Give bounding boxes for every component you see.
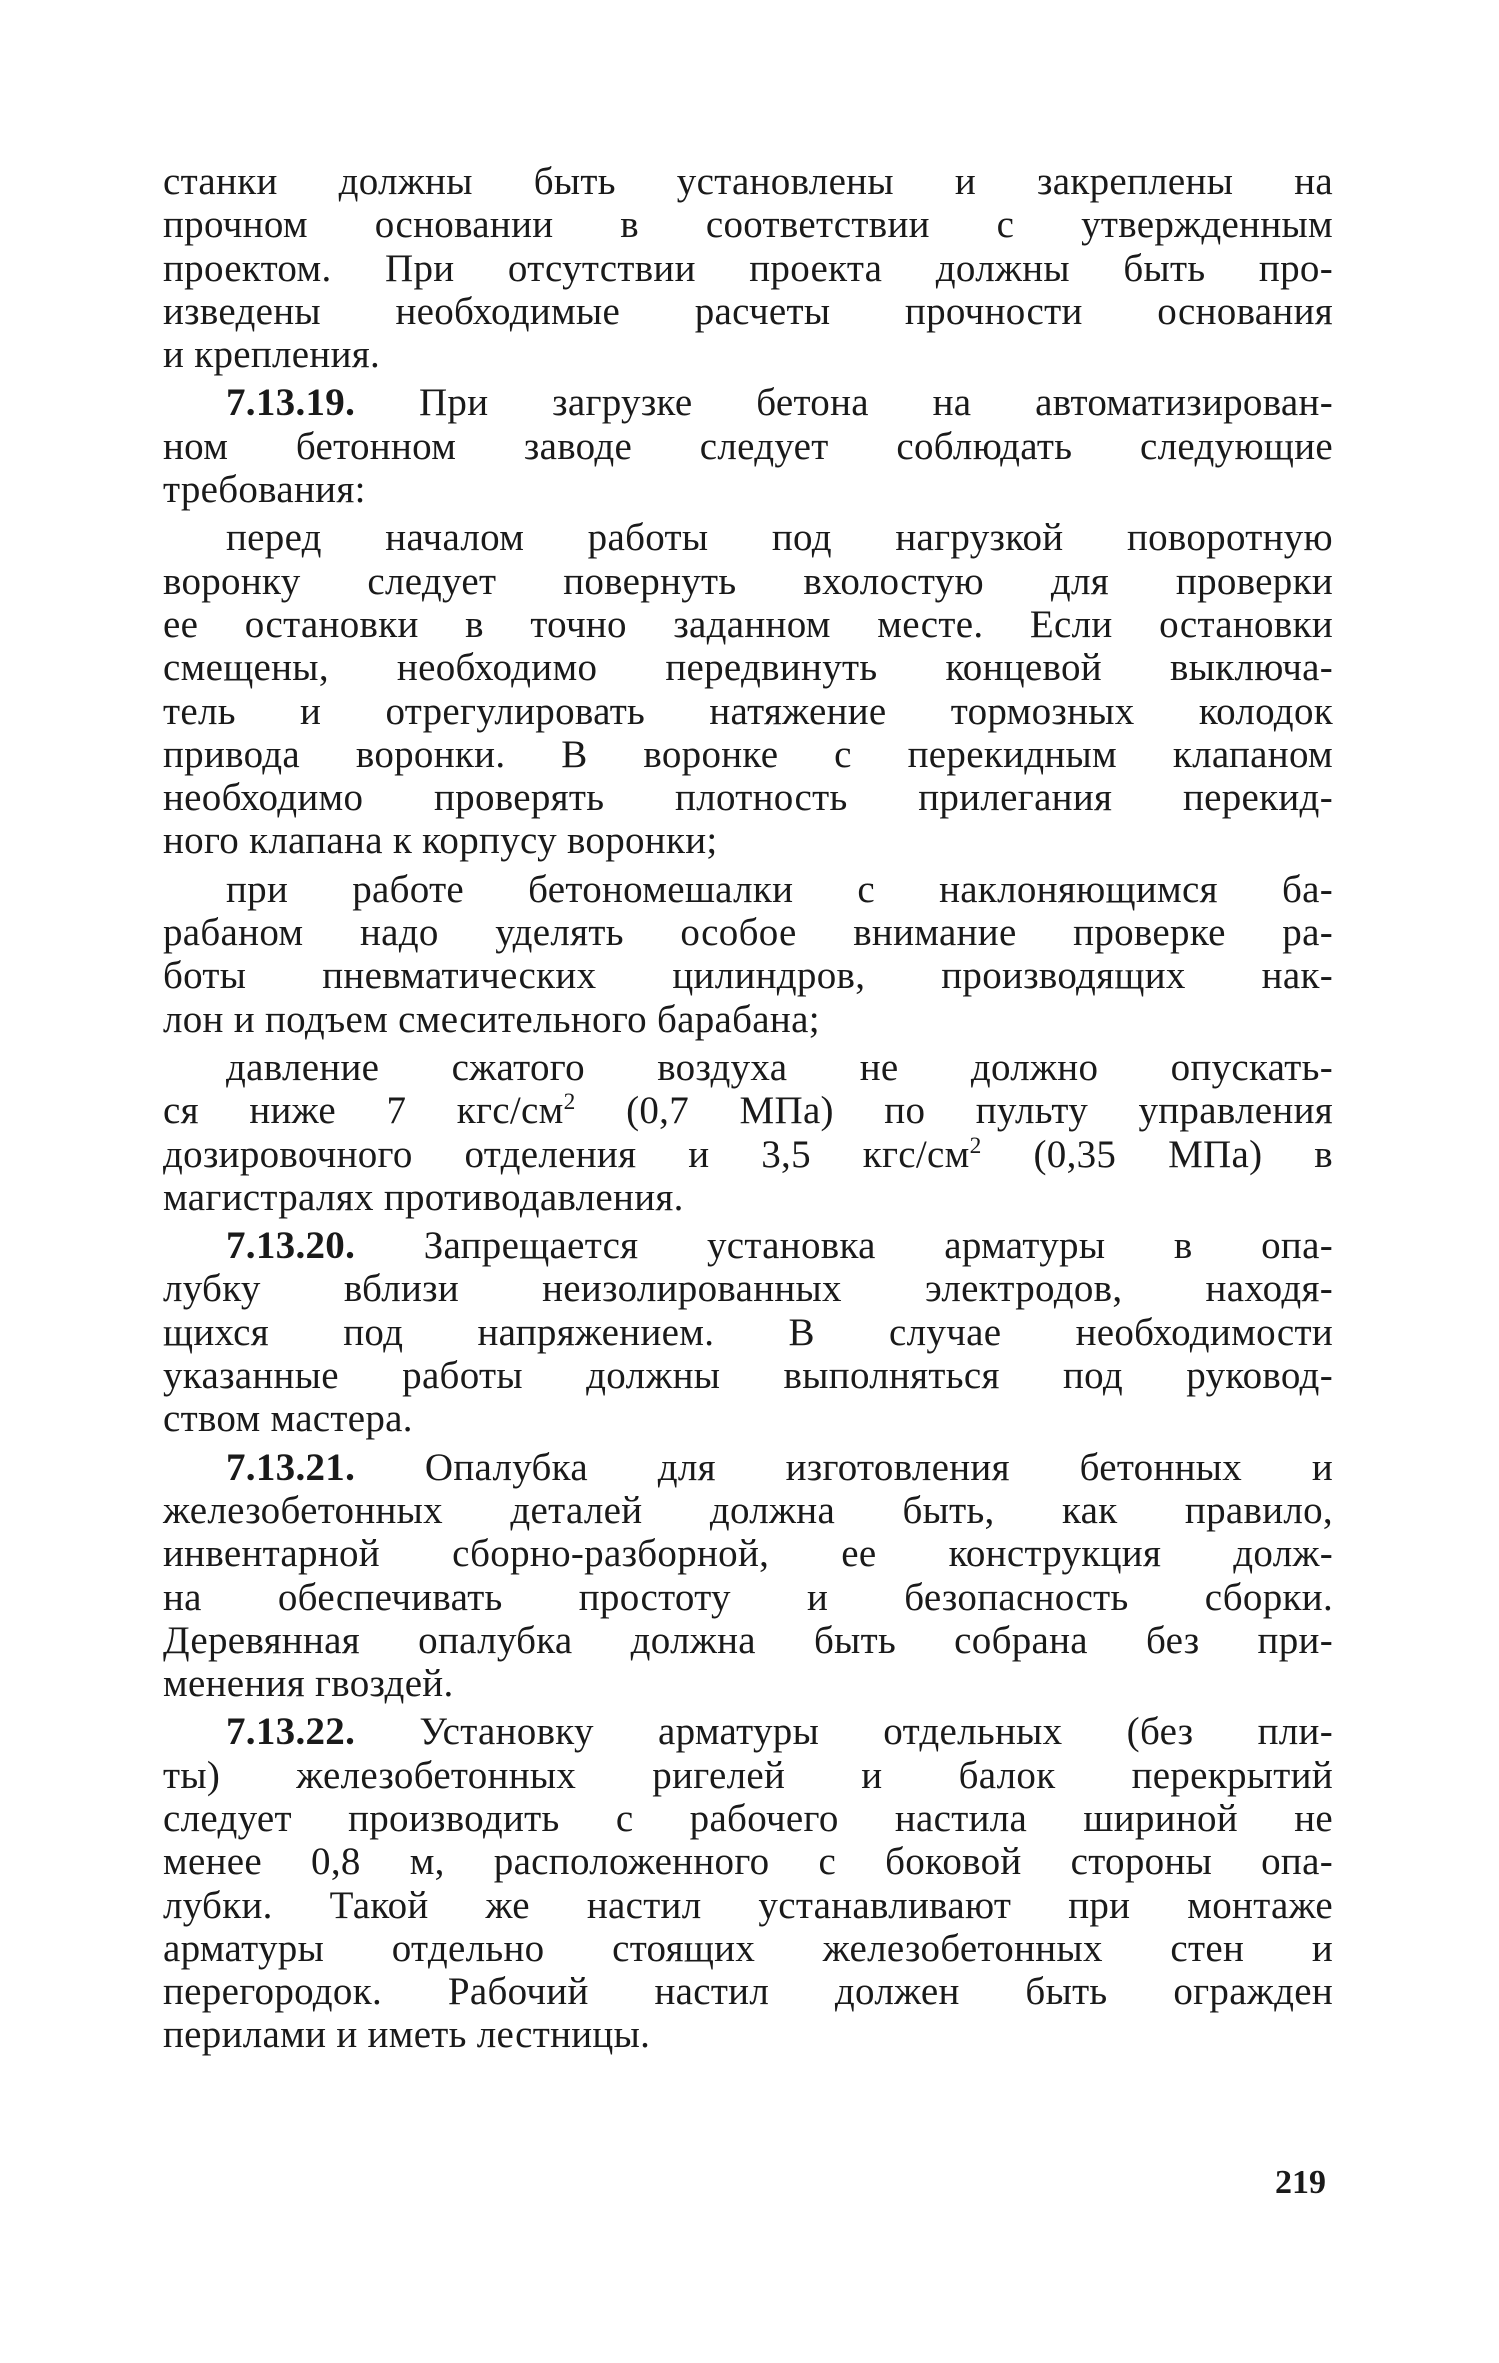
text-line: менения гвоздей. — [163, 1662, 454, 1706]
text-line: при работе бетономешалки с наклоняющимся ба- — [226, 867, 1333, 911]
text-line: железобетонных деталей должна быть, как правило, — [163, 1488, 1333, 1532]
text-line: щихся под напряжением. В случае необходимости — [163, 1310, 1333, 1354]
text-line — [163, 1133, 1333, 1176]
text-fragment: (0,35 МПа) в — [981, 1132, 1333, 1176]
text-line: менее 0,8 м, расположенного с боковой стороны опа- — [163, 1840, 1333, 1884]
text-line: инвентарной сборно-разборной, ее конструкция долж- — [163, 1532, 1333, 1576]
text-line: ее остановки в точно заданном месте. Если остановки — [163, 602, 1333, 646]
text-line: на обеспечивать простоту и безопасность сборки. — [163, 1575, 1333, 1619]
text-line — [163, 381, 1333, 424]
requirement-mixer — [163, 868, 1333, 1041]
text-line: ты) железобетонных ригелей и балок перекрытий — [163, 1753, 1333, 1797]
text-line: требования: — [163, 468, 366, 512]
text-line — [163, 1446, 1333, 1489]
requirement-funnel — [163, 516, 1333, 862]
text-line: изведены необходимые расчеты прочности основания — [163, 289, 1333, 333]
paragraph-continuation — [163, 160, 1333, 376]
text-line: проектом. При отсутствии проекта должны быть про- — [163, 246, 1333, 290]
text-line: перегородок. Рабочий настил должен быть огражден — [163, 1970, 1333, 2014]
text-line: воронку следует повернуть вхолостую для проверки — [163, 559, 1333, 603]
text-line: указанные работы должны выполняться под руковод- — [163, 1354, 1333, 1398]
text-line: давление сжатого воздуха не должно опускать- — [226, 1045, 1333, 1089]
text-line: смещены, необходимо передвинуть концевой выключа- — [163, 646, 1333, 690]
requirement-air-pressure — [163, 1046, 1333, 1219]
text-line: перилами и иметь лестницы. — [163, 2013, 651, 2057]
section-7-13-19 — [163, 381, 1333, 511]
text-fragment: При загрузке бетона на автоматизирован- — [418, 381, 1333, 425]
text-line: лубки. Такой же настил устанавливают при монтаже — [163, 1883, 1333, 1927]
text-line — [163, 1710, 1333, 1753]
text-fragment: Опалубка для изготовления бетонных и — [424, 1445, 1333, 1489]
text-line — [163, 1089, 1333, 1132]
text-line: лон и подъем смесительного барабана; — [163, 997, 820, 1041]
text-line: лубку вблизи неизолированных электродов, находя- — [163, 1267, 1333, 1311]
section-number: 7.13.21. — [226, 1445, 356, 1489]
text-fragment: (0,7 МПа) по пульту управления — [575, 1089, 1333, 1133]
text-line: боты пневматических цилиндров, производящих нак- — [163, 954, 1333, 998]
text-line: перед началом работы под нагрузкой поворотную — [226, 516, 1333, 560]
text-line: Деревянная опалубка должна быть собрана без при- — [163, 1618, 1333, 1662]
text-line: ством мастера. — [163, 1397, 413, 1441]
text-line: ном бетонном заводе следует соблюдать следующие — [163, 424, 1333, 468]
section-7-13-21 — [163, 1446, 1333, 1706]
text-line: магистралях противодавления. — [163, 1175, 684, 1219]
text-line: ного клапана к корпусу воронки; — [163, 819, 718, 863]
text-line: следует производить с рабочего настила шириной не — [163, 1796, 1333, 1840]
section-number: 7.13.19. — [226, 381, 356, 425]
text-line: арматуры отдельно стоящих железобетонных стен и — [163, 1926, 1333, 1970]
text-fragment: Запрещается установка арматуры в опа- — [423, 1224, 1333, 1268]
text-line: необходимо проверять плотность прилегания перекид- — [163, 776, 1333, 820]
superscript: 2 — [969, 1132, 982, 1159]
text-line: привода воронки. В воронке с перекидным клапаном — [163, 732, 1333, 776]
page-body — [163, 160, 1333, 2057]
text-line: рабаном надо уделять особое внимание проверке ра- — [163, 911, 1333, 955]
text-fragment: дозировочного отделения и 3,5 кгс/см — [163, 1132, 970, 1176]
text-line: и крепления. — [163, 333, 381, 377]
section-number: 7.13.22. — [226, 1710, 356, 1754]
section-7-13-22 — [163, 1710, 1333, 2056]
text-line: тель и отрегулировать натяжение тормозных колодок — [163, 689, 1333, 733]
text-line: станки должны быть установлены и закреплены на — [163, 160, 1333, 203]
text-fragment: Установку арматуры отдельных (без пли- — [419, 1710, 1333, 1754]
text-line — [163, 1224, 1333, 1267]
text-line: прочном основании в соответствии с утвержденным — [163, 203, 1333, 247]
text-fragment: ся ниже 7 кгс/см — [163, 1089, 564, 1133]
section-7-13-20 — [163, 1224, 1333, 1440]
page-number: 219 — [1275, 2164, 1326, 2201]
section-number: 7.13.20. — [226, 1224, 356, 1268]
superscript: 2 — [563, 1089, 576, 1116]
